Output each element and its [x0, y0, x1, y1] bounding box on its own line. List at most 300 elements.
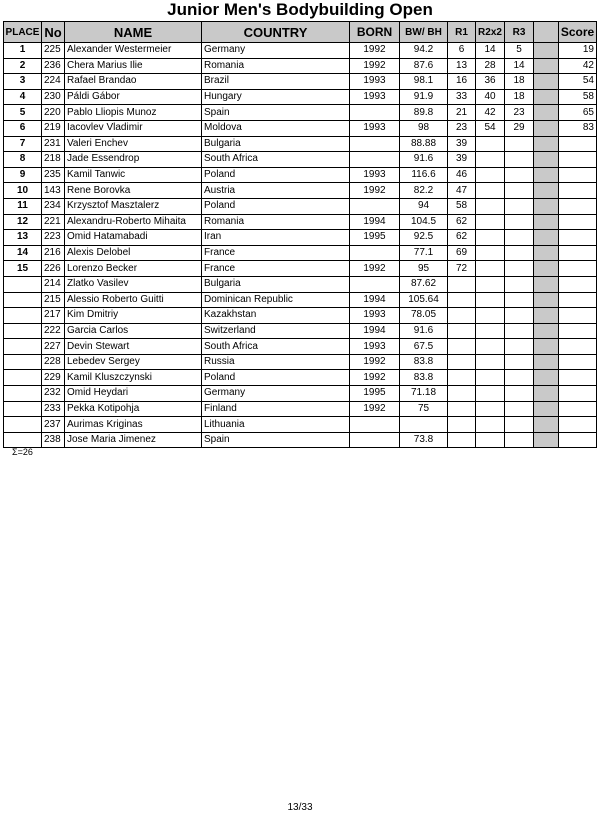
cell-born: 1993	[350, 167, 400, 183]
cell-bw-bh: 98.1	[400, 74, 448, 90]
cell-r2x2	[476, 198, 505, 214]
cell-blank	[534, 74, 559, 90]
cell-bw-bh: 88.88	[400, 136, 448, 152]
cell-no: 143	[42, 183, 65, 199]
cell-r2x2: 14	[476, 43, 505, 59]
cell-name: Alexander Westermeier	[65, 43, 202, 59]
table-row	[4, 105, 597, 121]
cell-place: 5	[4, 105, 42, 121]
competitor-count: Σ=26	[12, 447, 33, 457]
cell-r3	[505, 198, 534, 214]
cell-bw-bh: 83.8	[400, 370, 448, 386]
cell-r1	[448, 308, 476, 324]
cell-no: 223	[42, 230, 65, 246]
cell-place: 6	[4, 120, 42, 136]
header-r1: R1	[448, 22, 476, 43]
cell-born: 1992	[350, 58, 400, 74]
cell-blank	[534, 89, 559, 105]
cell-r1	[448, 432, 476, 448]
cell-bw-bh: 91.6	[400, 152, 448, 168]
cell-country: Bulgaria	[202, 276, 350, 292]
cell-no: 234	[42, 198, 65, 214]
cell-blank	[534, 292, 559, 308]
cell-r1	[448, 417, 476, 433]
cell-r1	[448, 276, 476, 292]
cell-country: Romania	[202, 58, 350, 74]
header-r2x2: R2x2	[476, 22, 505, 43]
table-row	[4, 58, 597, 74]
cell-born	[350, 417, 400, 433]
cell-blank	[534, 323, 559, 339]
cell-r1: 21	[448, 105, 476, 121]
cell-born: 1992	[350, 183, 400, 199]
table-row	[4, 323, 597, 339]
cell-blank	[534, 261, 559, 277]
cell-r1: 62	[448, 230, 476, 246]
cell-place: 7	[4, 136, 42, 152]
cell-blank	[534, 214, 559, 230]
cell-r3	[505, 339, 534, 355]
page-title: Junior Men's Bodybuilding Open	[167, 0, 433, 19]
cell-no: 227	[42, 339, 65, 355]
cell-no: 216	[42, 245, 65, 261]
cell-place	[4, 354, 42, 370]
cell-score	[559, 261, 597, 277]
cell-place	[4, 386, 42, 402]
table-row	[4, 386, 597, 402]
cell-country: Kazakhstan	[202, 308, 350, 324]
cell-r2x2: 40	[476, 89, 505, 105]
cell-no: 222	[42, 323, 65, 339]
cell-r3	[505, 276, 534, 292]
header-no: No	[42, 22, 65, 43]
cell-r2x2	[476, 230, 505, 246]
cell-born: 1994	[350, 214, 400, 230]
cell-score: 58	[559, 89, 597, 105]
table-row	[4, 167, 597, 183]
table-row	[4, 308, 597, 324]
cell-country: Finland	[202, 401, 350, 417]
cell-no: 232	[42, 386, 65, 402]
cell-no: 220	[42, 105, 65, 121]
cell-name: Alexis Delobel	[65, 245, 202, 261]
cell-r2x2	[476, 292, 505, 308]
cell-score	[559, 323, 597, 339]
cell-place: 4	[4, 89, 42, 105]
cell-blank	[534, 401, 559, 417]
cell-bw-bh: 91.6	[400, 323, 448, 339]
cell-bw-bh: 73.8	[400, 432, 448, 448]
cell-country: France	[202, 261, 350, 277]
cell-place: 12	[4, 214, 42, 230]
cell-place	[4, 276, 42, 292]
cell-r3	[505, 214, 534, 230]
cell-bw-bh: 71.18	[400, 386, 448, 402]
cell-place	[4, 417, 42, 433]
cell-no: 224	[42, 74, 65, 90]
cell-born: 1994	[350, 323, 400, 339]
cell-blank	[534, 339, 559, 355]
cell-country: Romania	[202, 214, 350, 230]
cell-country: Poland	[202, 198, 350, 214]
cell-country: Lithuania	[202, 417, 350, 433]
cell-born	[350, 276, 400, 292]
cell-r2x2	[476, 308, 505, 324]
cell-country: South Africa	[202, 339, 350, 355]
cell-score: 42	[559, 58, 597, 74]
cell-blank	[534, 386, 559, 402]
table-row	[4, 417, 597, 433]
cell-bw-bh: 87.6	[400, 58, 448, 74]
cell-country: Bulgaria	[202, 136, 350, 152]
cell-name: Páldi Gábor	[65, 89, 202, 105]
table-row	[4, 276, 597, 292]
cell-score: 65	[559, 105, 597, 121]
table-row	[4, 245, 597, 261]
cell-name: Omid Hatamabadi	[65, 230, 202, 246]
cell-country: Russia	[202, 354, 350, 370]
cell-score	[559, 214, 597, 230]
cell-no: 233	[42, 401, 65, 417]
cell-r1: 33	[448, 89, 476, 105]
cell-bw-bh: 87.62	[400, 276, 448, 292]
cell-country: Brazil	[202, 74, 350, 90]
cell-r3: 5	[505, 43, 534, 59]
cell-no: 217	[42, 308, 65, 324]
cell-place	[4, 432, 42, 448]
table-row	[4, 74, 597, 90]
cell-r1: 46	[448, 167, 476, 183]
cell-no: 218	[42, 152, 65, 168]
cell-name: Krzysztof Masztalerz	[65, 198, 202, 214]
cell-r3	[505, 432, 534, 448]
cell-place	[4, 339, 42, 355]
header-blank	[534, 22, 559, 43]
cell-place	[4, 401, 42, 417]
cell-name: Pekka Kotipohja	[65, 401, 202, 417]
cell-r2x2	[476, 417, 505, 433]
cell-place: 8	[4, 152, 42, 168]
header-born: BORN	[350, 22, 400, 43]
cell-bw-bh: 82.2	[400, 183, 448, 199]
cell-name: Alexandru-Roberto Mihaita	[65, 214, 202, 230]
cell-blank	[534, 417, 559, 433]
cell-score	[559, 276, 597, 292]
cell-no: 236	[42, 58, 65, 74]
cell-r2x2	[476, 354, 505, 370]
cell-place: 9	[4, 167, 42, 183]
header-bw-bh: BW/ BH	[400, 22, 448, 43]
cell-blank	[534, 120, 559, 136]
cell-score	[559, 152, 597, 168]
cell-born	[350, 105, 400, 121]
cell-country: Moldova	[202, 120, 350, 136]
cell-born: 1993	[350, 339, 400, 355]
cell-r1: 39	[448, 152, 476, 168]
cell-no: 230	[42, 89, 65, 105]
cell-born: 1993	[350, 74, 400, 90]
cell-place: 1	[4, 43, 42, 59]
table-row	[4, 198, 597, 214]
cell-name: Pablo Lliopis Munoz	[65, 105, 202, 121]
cell-bw-bh	[400, 417, 448, 433]
cell-no: 228	[42, 354, 65, 370]
cell-r2x2	[476, 432, 505, 448]
cell-place: 2	[4, 58, 42, 74]
cell-r3	[505, 401, 534, 417]
cell-score	[559, 292, 597, 308]
cell-bw-bh: 91.9	[400, 89, 448, 105]
cell-born: 1993	[350, 120, 400, 136]
cell-r2x2: 54	[476, 120, 505, 136]
table-row	[4, 89, 597, 105]
cell-born: 1992	[350, 370, 400, 386]
cell-score: 83	[559, 120, 597, 136]
cell-score	[559, 167, 597, 183]
cell-no: 229	[42, 370, 65, 386]
cell-no: 221	[42, 214, 65, 230]
cell-name: Devin Stewart	[65, 339, 202, 355]
cell-r3	[505, 152, 534, 168]
cell-country: Iran	[202, 230, 350, 246]
cell-no: 225	[42, 43, 65, 59]
cell-r1: 6	[448, 43, 476, 59]
cell-r1	[448, 292, 476, 308]
cell-no: 219	[42, 120, 65, 136]
cell-score	[559, 136, 597, 152]
cell-blank	[534, 43, 559, 59]
cell-born	[350, 136, 400, 152]
cell-born: 1995	[350, 230, 400, 246]
cell-r2x2	[476, 261, 505, 277]
cell-born: 1992	[350, 354, 400, 370]
cell-r1: 72	[448, 261, 476, 277]
cell-place	[4, 292, 42, 308]
cell-place: 11	[4, 198, 42, 214]
cell-r2x2	[476, 245, 505, 261]
table-row	[4, 152, 597, 168]
cell-no: 237	[42, 417, 65, 433]
cell-country: Germany	[202, 43, 350, 59]
cell-r3: 18	[505, 74, 534, 90]
cell-country: Spain	[202, 432, 350, 448]
cell-r2x2	[476, 276, 505, 292]
cell-r2x2	[476, 152, 505, 168]
cell-name: Omid Heydari	[65, 386, 202, 402]
cell-country: Spain	[202, 105, 350, 121]
cell-no: 231	[42, 136, 65, 152]
table-row	[4, 370, 597, 386]
table-row	[4, 292, 597, 308]
cell-blank	[534, 370, 559, 386]
cell-country: Hungary	[202, 89, 350, 105]
cell-score	[559, 308, 597, 324]
table-row	[4, 261, 597, 277]
cell-score: 54	[559, 74, 597, 90]
header-row	[4, 22, 597, 43]
cell-r2x2	[476, 183, 505, 199]
cell-r3	[505, 230, 534, 246]
cell-bw-bh: 75	[400, 401, 448, 417]
table-row	[4, 401, 597, 417]
cell-blank	[534, 105, 559, 121]
cell-no: 214	[42, 276, 65, 292]
cell-no: 226	[42, 261, 65, 277]
cell-r3	[505, 183, 534, 199]
cell-place: 3	[4, 74, 42, 90]
cell-r2x2: 28	[476, 58, 505, 74]
cell-score	[559, 401, 597, 417]
table-row	[4, 339, 597, 355]
table-row	[4, 432, 597, 448]
cell-r1: 69	[448, 245, 476, 261]
cell-r1	[448, 386, 476, 402]
cell-country: Dominican Republic	[202, 292, 350, 308]
cell-score	[559, 432, 597, 448]
cell-r1	[448, 354, 476, 370]
cell-r1: 58	[448, 198, 476, 214]
cell-r3	[505, 370, 534, 386]
cell-no: 215	[42, 292, 65, 308]
cell-bw-bh: 89.8	[400, 105, 448, 121]
cell-score	[559, 370, 597, 386]
cell-born: 1993	[350, 308, 400, 324]
cell-r3	[505, 323, 534, 339]
cell-blank	[534, 152, 559, 168]
cell-score	[559, 417, 597, 433]
cell-r3	[505, 167, 534, 183]
cell-born	[350, 245, 400, 261]
cell-bw-bh: 67.5	[400, 339, 448, 355]
table-row	[4, 183, 597, 199]
cell-blank	[534, 136, 559, 152]
cell-r2x2	[476, 339, 505, 355]
cell-name: Jose Maria Jimenez	[65, 432, 202, 448]
cell-r3: 23	[505, 105, 534, 121]
table-row	[4, 43, 597, 59]
cell-r1: 13	[448, 58, 476, 74]
header-r3: R3	[505, 22, 534, 43]
cell-blank	[534, 58, 559, 74]
cell-r3	[505, 308, 534, 324]
cell-place: 15	[4, 261, 42, 277]
cell-score: 19	[559, 43, 597, 59]
cell-name: Aurimas Kriginas	[65, 417, 202, 433]
cell-country: Austria	[202, 183, 350, 199]
cell-country: Poland	[202, 167, 350, 183]
cell-r1: 39	[448, 136, 476, 152]
cell-bw-bh: 105.64	[400, 292, 448, 308]
cell-r2x2	[476, 370, 505, 386]
cell-bw-bh: 77.1	[400, 245, 448, 261]
cell-r1	[448, 339, 476, 355]
table-row	[4, 214, 597, 230]
cell-name: Valeri Enchev	[65, 136, 202, 152]
cell-bw-bh: 94.2	[400, 43, 448, 59]
table-row	[4, 354, 597, 370]
cell-place	[4, 308, 42, 324]
cell-score	[559, 183, 597, 199]
cell-score	[559, 230, 597, 246]
cell-name: Garcia Carlos	[65, 323, 202, 339]
cell-place: 13	[4, 230, 42, 246]
cell-score	[559, 245, 597, 261]
cell-born: 1992	[350, 261, 400, 277]
cell-r2x2	[476, 167, 505, 183]
cell-place	[4, 370, 42, 386]
cell-country: South Africa	[202, 152, 350, 168]
cell-score	[559, 386, 597, 402]
cell-born	[350, 432, 400, 448]
table-row	[4, 120, 597, 136]
cell-r3	[505, 386, 534, 402]
cell-no: 238	[42, 432, 65, 448]
cell-country: Switzerland	[202, 323, 350, 339]
cell-born	[350, 198, 400, 214]
header-name: NAME	[65, 22, 202, 43]
cell-bw-bh: 116.6	[400, 167, 448, 183]
cell-blank	[534, 354, 559, 370]
cell-r1: 16	[448, 74, 476, 90]
header-place: PLACE	[4, 22, 42, 43]
cell-r3	[505, 245, 534, 261]
cell-r3	[505, 136, 534, 152]
cell-born: 1992	[350, 43, 400, 59]
table-row	[4, 136, 597, 152]
cell-country: France	[202, 245, 350, 261]
cell-born: 1993	[350, 89, 400, 105]
cell-blank	[534, 230, 559, 246]
cell-place	[4, 323, 42, 339]
cell-name: Jade Essendrop	[65, 152, 202, 168]
cell-bw-bh: 104.5	[400, 214, 448, 230]
cell-r3	[505, 354, 534, 370]
cell-place: 10	[4, 183, 42, 199]
cell-score	[559, 198, 597, 214]
cell-country: Germany	[202, 386, 350, 402]
cell-r1: 62	[448, 214, 476, 230]
cell-blank	[534, 183, 559, 199]
header-country: COUNTRY	[202, 22, 350, 43]
cell-bw-bh: 78.05	[400, 308, 448, 324]
cell-r2x2	[476, 401, 505, 417]
cell-r3	[505, 261, 534, 277]
cell-r2x2	[476, 386, 505, 402]
cell-born: 1994	[350, 292, 400, 308]
cell-name: Kim Dmitriy	[65, 308, 202, 324]
cell-r2x2	[476, 214, 505, 230]
cell-name: Zlatko Vasilev	[65, 276, 202, 292]
cell-score	[559, 339, 597, 355]
cell-blank	[534, 276, 559, 292]
cell-bw-bh: 95	[400, 261, 448, 277]
cell-name: Alessio Roberto Guitti	[65, 292, 202, 308]
cell-r3: 14	[505, 58, 534, 74]
cell-r1: 47	[448, 183, 476, 199]
cell-country: Poland	[202, 370, 350, 386]
cell-r1: 23	[448, 120, 476, 136]
cell-blank	[534, 167, 559, 183]
header-score: Score	[559, 22, 597, 43]
cell-r2x2	[476, 136, 505, 152]
cell-born: 1995	[350, 386, 400, 402]
cell-name: Rene Borovka	[65, 183, 202, 199]
table-row	[4, 230, 597, 246]
cell-blank	[534, 245, 559, 261]
cell-blank	[534, 198, 559, 214]
cell-place: 14	[4, 245, 42, 261]
cell-name: Kamil Kluszczynski	[65, 370, 202, 386]
